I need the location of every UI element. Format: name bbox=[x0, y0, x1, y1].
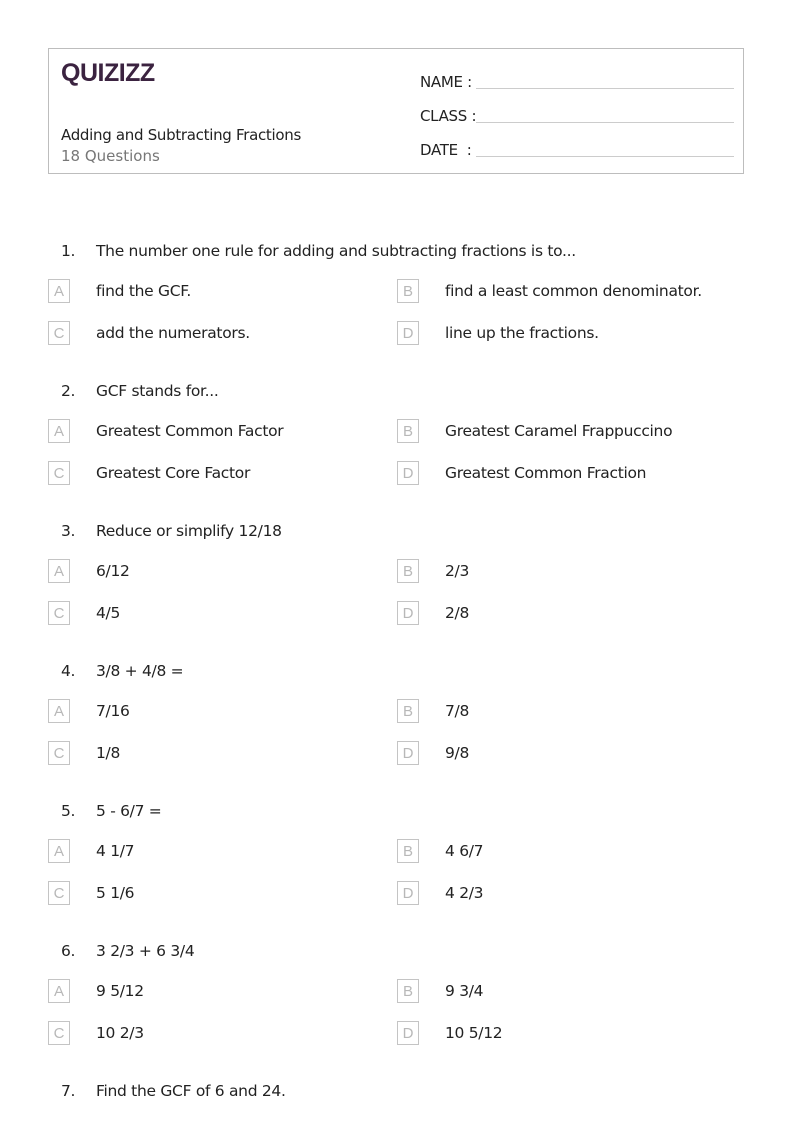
option-b[interactable] bbox=[397, 279, 702, 303]
quizizz-logo: QUIZIZZ bbox=[61, 59, 155, 87]
option-letter-box[interactable]: D bbox=[397, 321, 419, 345]
option-a[interactable] bbox=[48, 279, 192, 303]
name-label: NAME : bbox=[420, 73, 472, 91]
option-a[interactable] bbox=[48, 979, 144, 1003]
question-text: Reduce or simplify 12/18 bbox=[96, 522, 282, 540]
option-d[interactable] bbox=[397, 1021, 503, 1045]
option-letter-box[interactable]: C bbox=[48, 601, 70, 625]
option-letter-box[interactable]: B bbox=[397, 839, 419, 863]
question-number: 2. bbox=[61, 382, 76, 400]
option-letter-box[interactable]: C bbox=[48, 1021, 70, 1045]
option-text: 10 2/3 bbox=[96, 1024, 144, 1042]
option-d[interactable] bbox=[397, 601, 470, 625]
option-text: 1/8 bbox=[96, 744, 121, 762]
class-line[interactable] bbox=[476, 121, 734, 123]
option-c[interactable] bbox=[48, 881, 135, 905]
option-letter-box[interactable]: C bbox=[48, 321, 70, 345]
student-info-fields bbox=[420, 67, 734, 159]
class-field[interactable] bbox=[420, 91, 734, 125]
option-a[interactable] bbox=[48, 839, 135, 863]
option-text: 4 2/3 bbox=[445, 884, 484, 902]
option-b[interactable] bbox=[397, 979, 484, 1003]
option-text: 10 5/12 bbox=[445, 1024, 503, 1042]
option-letter-box[interactable]: A bbox=[48, 279, 70, 303]
question-number: 4. bbox=[61, 662, 76, 680]
option-d[interactable] bbox=[397, 741, 470, 765]
option-text: Greatest Common Factor bbox=[96, 422, 284, 440]
option-c[interactable] bbox=[48, 321, 250, 345]
question-text: GCF stands for... bbox=[96, 382, 219, 400]
option-b[interactable] bbox=[397, 419, 673, 443]
option-text: 9 5/12 bbox=[96, 982, 144, 1000]
option-c[interactable] bbox=[48, 1021, 144, 1045]
option-text: add the numerators. bbox=[96, 324, 250, 342]
option-letter-box[interactable]: A bbox=[48, 419, 70, 443]
option-a[interactable] bbox=[48, 699, 130, 723]
date-field[interactable] bbox=[420, 125, 734, 159]
option-d[interactable] bbox=[397, 881, 484, 905]
option-letter-box[interactable]: A bbox=[48, 699, 70, 723]
option-text: 9/8 bbox=[445, 744, 470, 762]
option-letter-box[interactable]: B bbox=[397, 559, 419, 583]
option-text: find a least common denominator. bbox=[445, 282, 702, 300]
option-letter-box[interactable]: B bbox=[397, 979, 419, 1003]
option-c[interactable] bbox=[48, 741, 121, 765]
option-letter-box[interactable]: D bbox=[397, 881, 419, 905]
option-c[interactable] bbox=[48, 601, 121, 625]
option-text: find the GCF. bbox=[96, 282, 192, 300]
option-a[interactable] bbox=[48, 419, 284, 443]
option-text: Greatest Core Factor bbox=[96, 464, 251, 482]
option-b[interactable] bbox=[397, 839, 484, 863]
class-label: CLASS : bbox=[420, 107, 477, 125]
name-field[interactable] bbox=[420, 67, 734, 91]
option-c[interactable] bbox=[48, 461, 251, 485]
question-text: 3/8 + 4/8 = bbox=[96, 662, 184, 680]
option-letter-box[interactable]: C bbox=[48, 461, 70, 485]
option-b[interactable] bbox=[397, 699, 470, 723]
option-letter-box[interactable]: D bbox=[397, 1021, 419, 1045]
question-text: The number one rule for adding and subtracting fractions is to... bbox=[96, 242, 576, 260]
option-letter-box[interactable]: B bbox=[397, 419, 419, 443]
option-text: Greatest Common Fraction bbox=[445, 464, 647, 482]
question-text: 5 - 6/7 = bbox=[96, 802, 162, 820]
question-number: 7. bbox=[61, 1082, 76, 1100]
option-letter-box[interactable]: A bbox=[48, 839, 70, 863]
option-letter-box[interactable]: B bbox=[397, 279, 419, 303]
option-text: 6/12 bbox=[96, 562, 130, 580]
question-text: 3 2/3 + 6 3/4 bbox=[96, 942, 195, 960]
question-number: 3. bbox=[61, 522, 76, 540]
date-label: DATE : bbox=[420, 141, 472, 159]
question-number: 5. bbox=[61, 802, 76, 820]
worksheet-header bbox=[48, 48, 744, 174]
question-text: Find the GCF of 6 and 24. bbox=[96, 1082, 286, 1100]
option-letter-box[interactable]: C bbox=[48, 741, 70, 765]
option-text: 9 3/4 bbox=[445, 982, 484, 1000]
question-number: 1. bbox=[61, 242, 76, 260]
option-text: 4/5 bbox=[96, 604, 121, 622]
option-text: 4 1/7 bbox=[96, 842, 135, 860]
option-letter-box[interactable]: A bbox=[48, 559, 70, 583]
name-line[interactable] bbox=[476, 87, 734, 89]
option-text: 7/16 bbox=[96, 702, 130, 720]
date-line[interactable] bbox=[476, 155, 734, 157]
option-text: 2/8 bbox=[445, 604, 470, 622]
question-count: 18 Questions bbox=[61, 147, 160, 165]
option-letter-box[interactable]: A bbox=[48, 979, 70, 1003]
option-text: 4 6/7 bbox=[445, 842, 484, 860]
option-d[interactable] bbox=[397, 461, 647, 485]
option-text: 7/8 bbox=[445, 702, 470, 720]
option-letter-box[interactable]: B bbox=[397, 699, 419, 723]
option-a[interactable] bbox=[48, 559, 130, 583]
option-letter-box[interactable]: D bbox=[397, 601, 419, 625]
option-d[interactable] bbox=[397, 321, 599, 345]
option-letter-box[interactable]: D bbox=[397, 741, 419, 765]
option-text: 5 1/6 bbox=[96, 884, 135, 902]
option-text: 2/3 bbox=[445, 562, 470, 580]
option-text: line up the fractions. bbox=[445, 324, 599, 342]
option-letter-box[interactable]: C bbox=[48, 881, 70, 905]
option-text: Greatest Caramel Frappuccino bbox=[445, 422, 673, 440]
worksheet-title: Adding and Subtracting Fractions bbox=[61, 126, 301, 144]
option-b[interactable] bbox=[397, 559, 470, 583]
question-number: 6. bbox=[61, 942, 76, 960]
option-letter-box[interactable]: D bbox=[397, 461, 419, 485]
